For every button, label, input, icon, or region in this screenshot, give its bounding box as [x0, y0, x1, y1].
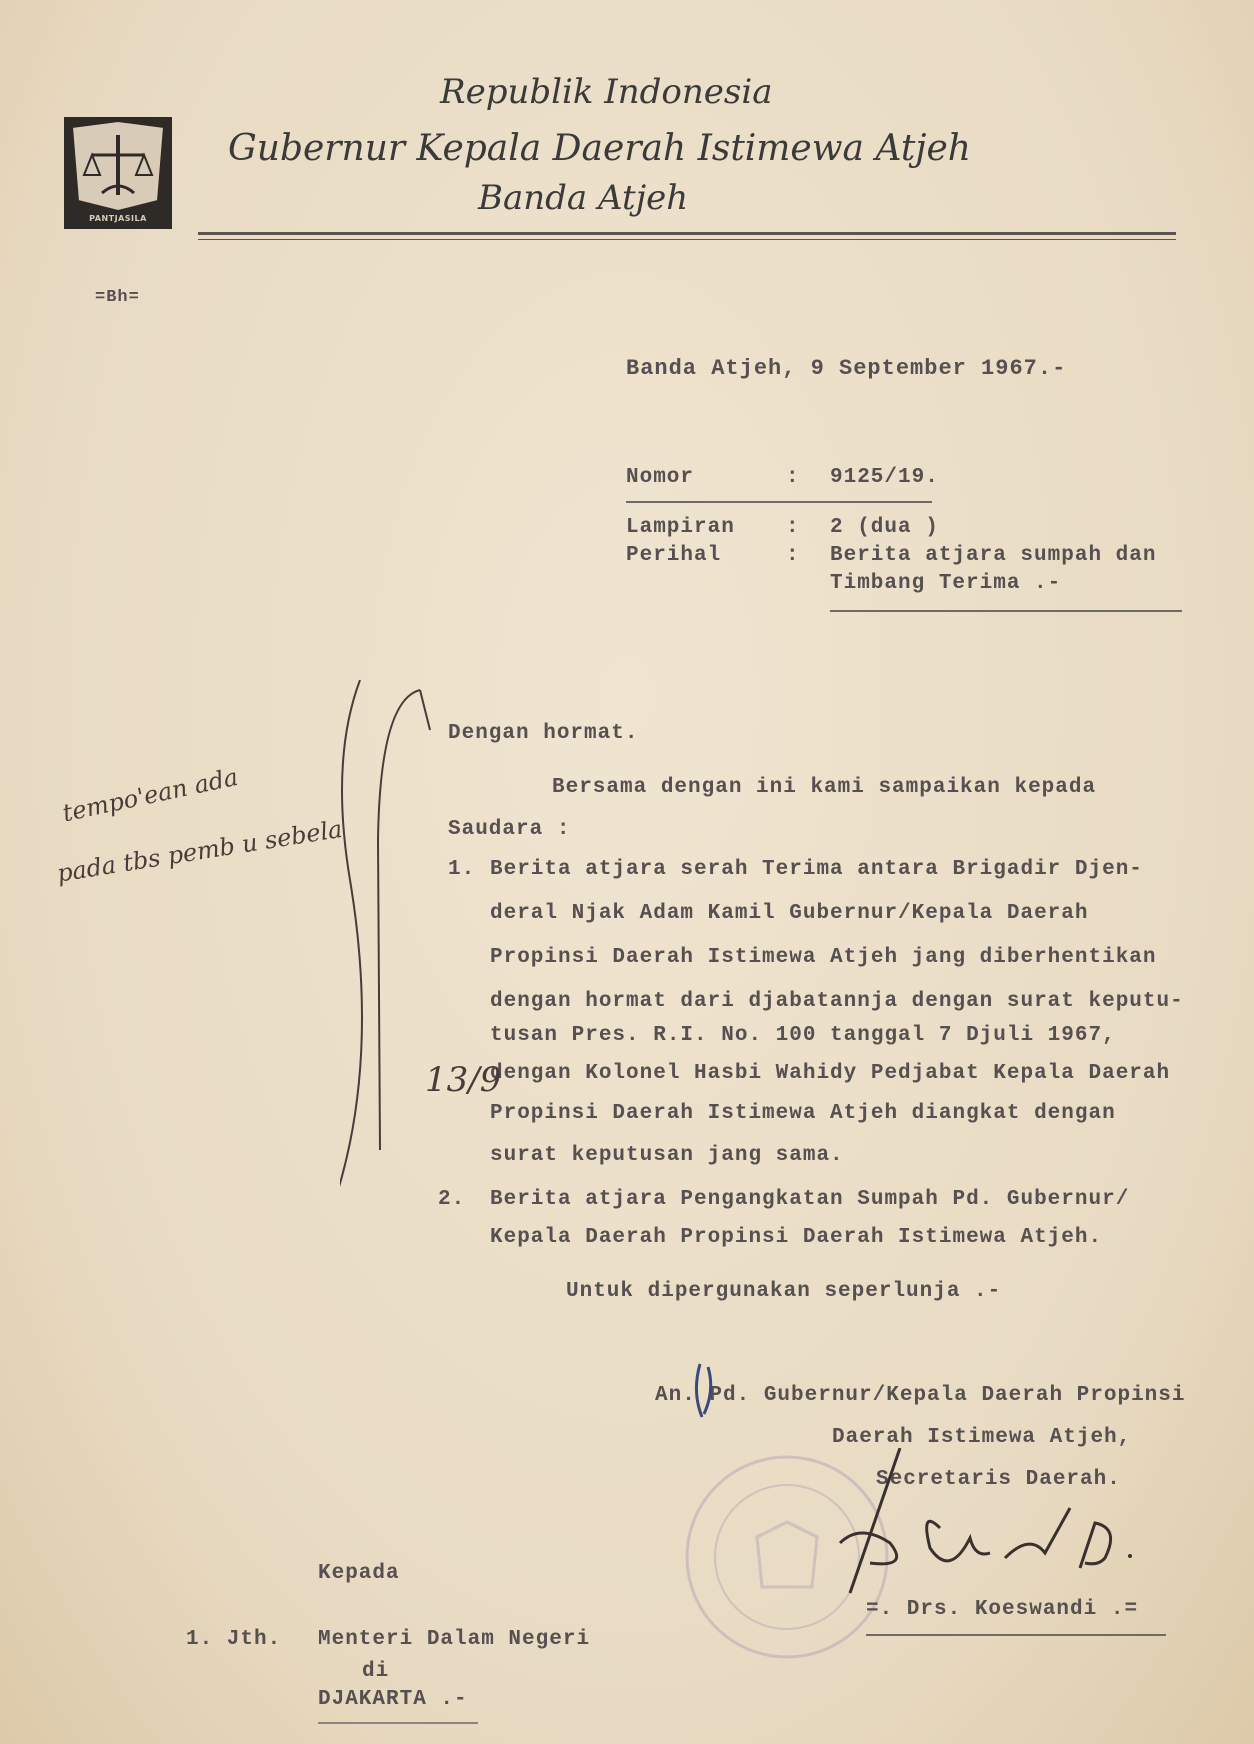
recipient-line-3: DJAKARTA .- — [318, 1688, 468, 1711]
intro-line-2: Saudara : — [448, 818, 571, 841]
lampiran-value: 2 (dua ) — [830, 516, 939, 539]
letterhead-country: Republik Indonesia — [440, 72, 773, 112]
item-1-line: deral Njak Adam Kamil Gubernur/Kepala Daerah — [490, 902, 1089, 925]
signature-line-2: Daerah Istimewa Atjeh, — [832, 1426, 1132, 1449]
item-2-line: Kepala Daerah Propinsi Daerah Istimewa Atjeh. — [490, 1226, 1103, 1249]
letterhead-city: Banda Atjeh — [478, 178, 689, 218]
perihal-colon: : — [786, 544, 800, 567]
perihal-value-2: Timbang Terima .- — [830, 572, 1062, 595]
date-line: Banda Atjeh, 9 September 1967.- — [626, 356, 1067, 381]
item-2-line: Berita atjara Pengangkatan Sumpah Pd. Gubernur/ — [490, 1188, 1130, 1211]
recipient-number: 1. Jth. — [186, 1628, 282, 1651]
letterhead-rule-bottom — [198, 239, 1176, 240]
item-1-line: Berita atjara serah Terima antara Brigadir Djen- — [490, 858, 1143, 881]
item-1-line: dengan Kolonel Hasbi Wahidy Pedjabat Kepala Daerah — [490, 1062, 1171, 1085]
nomor-colon: : — [786, 466, 800, 489]
signature-tick-mark — [690, 1362, 720, 1422]
recipient-line-2: di — [362, 1660, 390, 1683]
lampiran-colon: : — [786, 516, 800, 539]
lampiran-label: Lampiran — [626, 516, 735, 539]
recipient-line-1: Menteri Dalam Negeri — [318, 1628, 591, 1651]
item-1-line: tusan Pres. R.I. No. 100 tanggal 7 Djuli 1967, — [490, 1024, 1116, 1047]
typist-initials: =Bh= — [95, 288, 140, 307]
item-1-line: Propinsi Daerah Istimewa Atjeh jang diberhentikan — [490, 946, 1157, 969]
regional-emblem — [62, 115, 174, 233]
emblem-caption: PANTJASILA — [89, 214, 147, 223]
margin-note-line-1: tempo'ean ada — [60, 762, 241, 828]
item-2-number: 2. — [438, 1188, 466, 1211]
item-1-number: 1. — [448, 858, 476, 881]
margin-note-line-2: pada tbs pemb u sebela — [55, 814, 345, 888]
greeting: Dengan hormat. — [448, 722, 639, 745]
margin-bracket-marks — [340, 680, 480, 1240]
item-1-line: Propinsi Daerah Istimewa Atjeh diangkat dengan — [490, 1102, 1116, 1125]
signature-line-3: Secretaris Daerah. — [876, 1468, 1121, 1491]
perihal-underline — [830, 610, 1182, 612]
handwritten-date-mark: 13/9 — [425, 1060, 502, 1100]
nomor-label: Nomor — [626, 466, 695, 489]
letterhead-office: Gubernur Kepala Daerah Istimewa Atjeh — [228, 128, 971, 169]
perihal-value-1: Berita atjara sumpah dan — [830, 544, 1157, 567]
recipient-underline — [318, 1722, 478, 1724]
nomor-value: 9125/19. — [830, 466, 939, 489]
intro-line-1: Bersama dengan ini kami sampaikan kepada — [552, 776, 1097, 799]
signatory-name: =. Drs. Koeswandi .= — [866, 1598, 1139, 1621]
item-1-line: dengan hormat dari djabatannja dengan surat keputu- — [490, 990, 1184, 1013]
nomor-underline — [626, 501, 932, 503]
handwritten-signature — [830, 1448, 1160, 1598]
signature-line-1: An. Pd. Gubernur/Kepala Daerah Propinsi — [655, 1384, 1186, 1407]
perihal-label: Perihal — [626, 544, 722, 567]
recipient-label: Kepada — [318, 1562, 400, 1585]
closing-line: Untuk dipergunakan seperlunja .- — [566, 1280, 1002, 1303]
signatory-underline — [866, 1634, 1166, 1636]
item-1-line: surat keputusan jang sama. — [490, 1144, 844, 1167]
letterhead-rule-top — [198, 232, 1176, 235]
